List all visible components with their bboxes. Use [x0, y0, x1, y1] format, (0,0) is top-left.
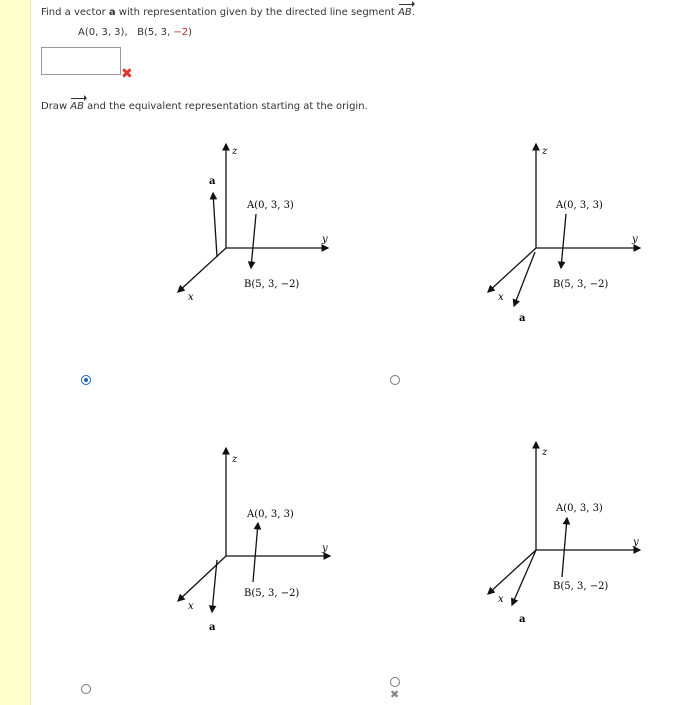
a-label: a — [519, 313, 526, 324]
x-label: x — [188, 601, 194, 612]
radio-option-4[interactable] — [390, 677, 400, 687]
point-a-text: A(0, 3, 3), — [78, 27, 128, 38]
z-label: z — [232, 454, 238, 465]
incorrect-option-x-icon: ✖ — [390, 688, 400, 701]
point-b-text: B(5, 3, — [137, 27, 174, 38]
point-a-label: A(0, 3, 3) — [247, 200, 294, 211]
a-label: a — [209, 622, 216, 633]
x-axis — [488, 550, 536, 594]
y-label: y — [633, 537, 639, 548]
point-a-label: A(0, 3, 3) — [556, 200, 603, 211]
point-a-label: A(0, 3, 3) — [556, 503, 603, 514]
y-label: y — [632, 234, 638, 245]
y-label: y — [322, 543, 328, 554]
radio-option-2[interactable] — [390, 375, 400, 385]
draw-prompt-prefix: Draw — [41, 101, 71, 112]
a-label: a — [519, 614, 526, 625]
x-label: x — [498, 292, 504, 303]
z-label: z — [232, 146, 238, 157]
segment-ab — [562, 518, 567, 577]
y-label: y — [322, 234, 328, 245]
point-b-close: ) — [188, 27, 193, 38]
draw-prompt-suffix: and the equivalent representation starting at the origin. — [84, 101, 368, 112]
incorrect-x-icon: ✖ — [121, 66, 133, 82]
question-suffix: . — [411, 7, 415, 18]
point-b-label: B(5, 3, −2) — [553, 279, 609, 290]
radio-option-1[interactable] — [81, 375, 91, 385]
a-label: a — [209, 176, 216, 187]
point-b-highlight: −2 — [173, 27, 189, 38]
question-middle: with representation given by the directed line segment — [115, 7, 398, 18]
point-b-label: B(5, 3, −2) — [244, 588, 300, 599]
point-b-label: B(5, 3, −2) — [244, 279, 300, 290]
vector-a — [512, 550, 536, 605]
x-label: x — [188, 292, 194, 303]
point-b-label: B(5, 3, −2) — [553, 581, 609, 592]
vector-a-label: a — [108, 7, 116, 18]
draw-segment-ab-label: AB — [70, 101, 84, 112]
point-a-label: A(0, 3, 3) — [247, 509, 294, 520]
z-label: z — [542, 447, 548, 458]
question-prefix: Find a vector — [41, 7, 109, 18]
radio-option-3[interactable] — [81, 684, 91, 694]
segment-ab-label: AB — [398, 7, 412, 18]
x-label: x — [498, 594, 504, 605]
z-label: z — [542, 146, 548, 157]
